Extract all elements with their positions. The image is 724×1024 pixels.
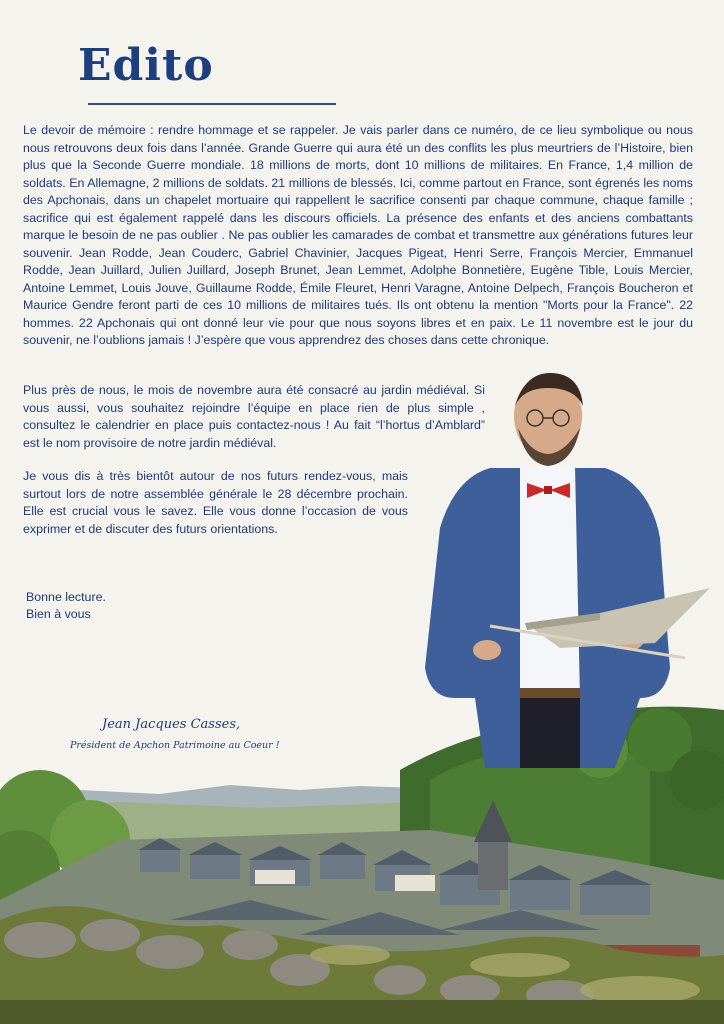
closing-line-reading: Bonne lecture. [26,590,106,604]
portrait-man-with-book [415,368,720,768]
page-title: Edito [78,40,214,91]
title-underline [88,103,336,105]
closing-line-regards: Bien à vous [26,607,91,621]
paragraph-assembly: Je vous dis à très bientôt autour de nos futurs rendez-vous, mais surtout lors de notre assemblée générale le 28 décembre prochain. Elle est crucial vous le savez. Elle vous donne l’occasion de vous exprimer et de discuter des futurs orientations. [23,469,408,536]
paragraph-memory: Le devoir de mémoire : rendre hommage et se rappeler. Je vais parler dans ce numéro, de ce lieu symbolique ou nous nous retrouvons deux fois dans l’année. Grande Guerre qui aura été un des conflits les plus meurtriers de l’Histoire, bien plus que la Seconde Guerre mondiale. 18 millions de morts, dont 10 millions de militaires. En France, 1,4 million de soldats. En Allemagne, 2 millions de soldats. 21 millions de blessés. Ici, comme partout en France, sont égrenés les noms des Apchonais, dans un chapelet mortuaire qui rappellent le sacrifice consenti par chaque commune, chaque famille ; sacrifice qui est également rappelé dans les discours officiels. La présence des enfants et des anciens combattants marque le besoin de ne pas oublier . Ne pas oublier les camarades de combat et transmettre aux générations futures leur souvenir. Jean Rodde, Jean Couderc, Gabriel Chavinier, Jacques Pigeat, Henri Serre, François Mercier, Emmanuel Rodde, Jean Juillard, Julien Juillard, Joseph Brunet, Jean Lemmet, Adolphe Bonnetière, Eugène Tible, Louis Mercier, Antoine Lemmet, Louis Jouve, Guillaume Rodde, Émile Fleuret, Henri Varagne, Antoine Delpech, François Boucheron et Maurice Gendre feront parti de ces 10 millions de militaires tués. Ils ont obtenu la mention "Morts pour la France". 22 hommes. 22 Apchonais qui ont donné leur vie pour que nous soyons libres et en paix. Le 11 novembre est le jour du souvenir, ne l’oublions jamais ! J’espère que vous apprendrez des choses dans cette chronique. [23,123,693,347]
signature-role: Président de Apchon Patrimoine au Coeur ! [70,740,280,751]
paragraph-garden: Plus près de nous, le mois de novembre aura été consacré au jardin médiéval. Si vous aussi, vous souhaitez rejoindre l’équipe en place rien de plus simple , consultez le calendrier en place puis contactez-nous ! Au fait “l’hortus d’Amblard” est le nom provisoire de notre jardin médiéval. [23,383,485,450]
signature-name: Jean Jacques Casses, [102,717,241,732]
